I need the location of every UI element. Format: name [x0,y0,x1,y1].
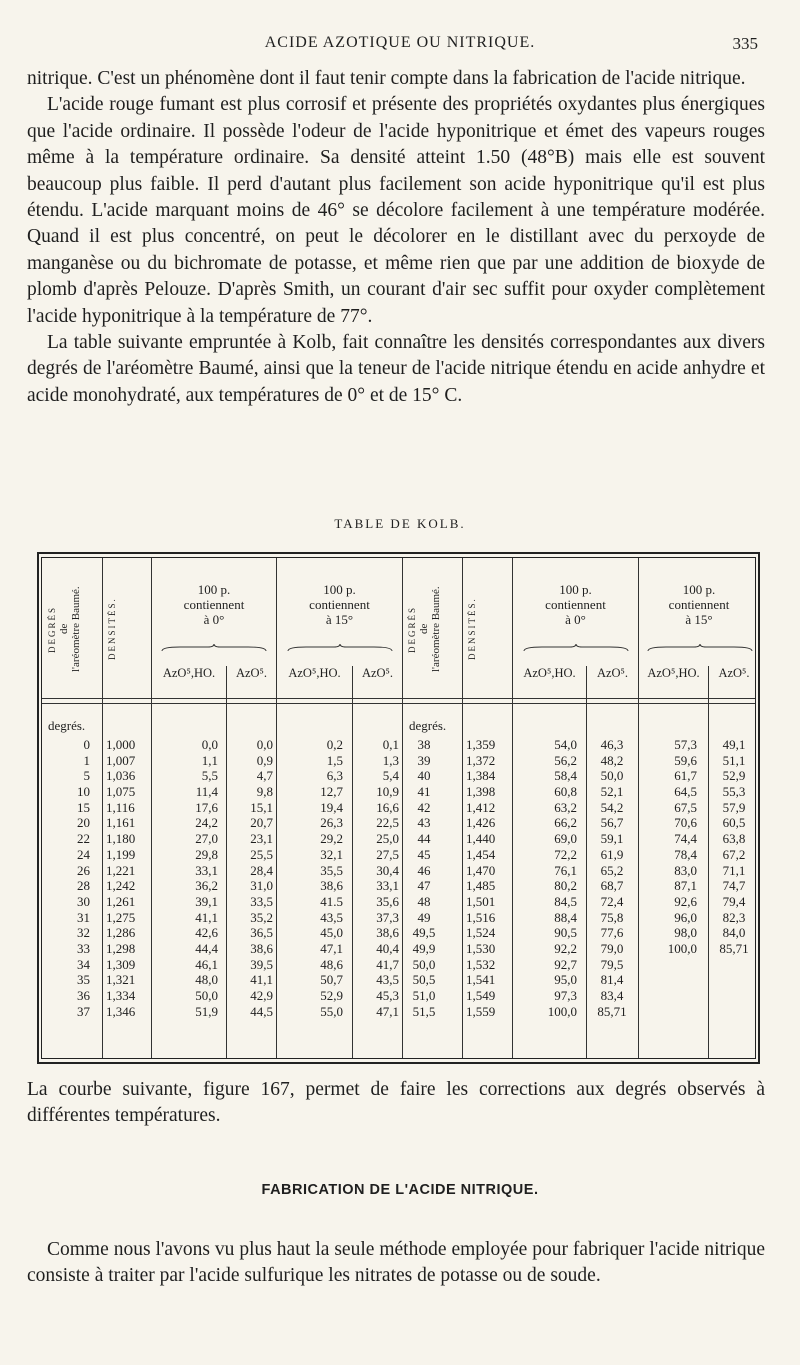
running-header [0,34,800,58]
table-cell: 33,1 [376,878,399,894]
table-cell: 78,4 [674,846,697,862]
table-cell: 1,454 [466,846,496,862]
table-cell: 29,8 [195,846,218,862]
table-cell: 49 [417,909,431,925]
table-cell: 0,0 [256,737,273,752]
table-column-right-dens [466,737,512,1019]
table-cell: 1,007 [106,752,136,768]
table-cell: 39 [417,752,431,768]
table-cell: 58,4 [554,768,577,784]
table-cell: 24 [77,846,90,862]
table-cell: 59,6 [674,752,697,768]
table-cell: 63,8 [722,831,746,847]
table-cell: 75,8 [600,909,624,925]
table-cell: 56,7 [600,815,624,831]
table-cell: 28,4 [250,862,273,878]
paragraph-acide-rouge: L'acide rouge fumant est plus corrosif et présente des propriétés oxydantes plus énergiques que l'acide ordinaire. Il possède l'odeur de l'acide hyponitrique et émet des vapeurs rouges même à la température ordinaire. Sa densité atteint 1.50 (48°B) mais elle est souvent beaucoup plus faible. Il perd d'autant plus facilement son acide hyponitrique qu'il est plus étendu. L'acide marquant moins de 46° se décolore facilement à une température modérée. Quand il est plus concentré, on peut le décolorer en le distillant avec du perxoyde de manganèse ou du bichromate de potasse, et même rien que par une addition de bioxyde de plomb d'après Pelouze. D'après Smith, un courant d'air sec suffit pour oxyder complètement l'acide hyponitrique à la température de 77°. [27,94,765,327]
kolb-table-inner [41,557,756,1059]
table-cell: 55,3 [722,784,746,800]
paragraph-continuation: nitrique. C'est un phénomène dont il faut tenir compte dans la fabrication de l'acide nitrique. [27,68,746,89]
table-cell: 5,5 [201,768,218,784]
table-cell: 59,1 [600,831,624,847]
table-cell: 35 [77,972,90,988]
table-cell: 1,412 [466,799,496,815]
table-cell: 19,4 [320,799,343,815]
table-cell: 0,2 [326,737,343,752]
table-cell: 72,4 [600,893,624,909]
table-cell [639,972,697,988]
table-cell: 1,398 [466,784,496,800]
table-cell: 34 [77,956,90,972]
table-cell: 42,6 [195,925,218,941]
table-cell: 77,6 [600,925,624,941]
subheader-anhydre: AzO⁵. [361,666,394,680]
group-header-left-15: 100 p. contiennent à 15° [309,582,370,627]
table-cell: 46 [417,862,431,878]
table-cell: 42,9 [250,988,273,1003]
table-cell: 36,5 [250,925,273,941]
table-cell: 30 [77,893,90,909]
table-cell: 66,2 [554,815,577,831]
table-cell: 1,321 [106,972,136,988]
table-cell: 41,1 [195,909,218,925]
table-cell: 1,199 [106,846,136,862]
table-cell: 1,261 [106,893,136,909]
table-cell: 11,4 [195,784,218,800]
table-cell: 65,2 [600,862,624,878]
paragraph-courbe: La courbe suivante, figure 167, permet de faire les corrections aux degrés observés à différentes températures. [27,1079,765,1127]
subheader-anhydre: AzO⁵. [235,666,268,680]
table-cell: 35,2 [250,909,273,925]
table-column-left-deg [46,737,90,1019]
table-cell: 46,1 [195,956,218,972]
table-cell: 1,516 [466,909,496,925]
brace-right-0 [522,644,630,652]
table-cell: 52,9 [722,768,746,784]
table-cell: 1,5 [326,752,343,768]
table-column-right-h15 [639,737,697,1019]
table-cell: 52,9 [320,988,343,1003]
degres-unit-label-right: degrés. [409,718,447,733]
table-cell: 20,7 [250,815,273,831]
table-cell: 76,1 [554,862,577,878]
table-cell: 1,298 [106,940,136,956]
table-cell: 41 [417,784,431,800]
table-cell: 1,359 [466,737,496,752]
table-cell: 56,2 [554,752,577,768]
table-cell: 80,2 [554,878,577,894]
subheader-anhydre: AzO⁵. [596,666,629,680]
table-cell: 61,9 [600,846,624,862]
table-cell: 25,0 [376,831,399,847]
table-cell: 6,3 [326,768,343,784]
table-cell: 74,7 [722,878,746,894]
table-cell: 50,0 [412,956,436,972]
table-cell: 41.5 [320,893,343,909]
table-cell: 1,000 [106,737,136,752]
table-cell: 85,71 [597,1003,627,1019]
table-cell: 31,0 [250,878,273,894]
table-cell: 57,3 [674,737,697,752]
table-cell: 60,5 [722,815,746,831]
subheader-hydrate: AzO⁵,HO. [523,666,576,680]
header-densites-right: DENSITÉS. [467,597,477,661]
table-cell [709,972,759,988]
table-cell: 38,6 [320,878,343,894]
table-cell: 41,7 [376,956,399,972]
table-cell: 50,0 [195,988,218,1003]
table-cell: 97,3 [554,988,577,1003]
table-cell: 70,6 [674,815,697,831]
table-cell: 27,0 [195,831,218,847]
table-column-left-a0 [227,737,273,1019]
table-cell: 40 [417,768,431,784]
table-column-right-a15 [709,737,759,1019]
subheader-anhydre: AzO⁵. [718,666,750,680]
header-densites: DENSITÉS. [107,597,117,661]
table-cell: 48,0 [195,972,218,988]
table-cell: 0,0 [201,737,218,752]
table-cell: 79,0 [600,940,624,956]
table-cell: 51,1 [722,752,746,768]
table-cell [639,988,697,1004]
table-cell: 38,6 [250,940,273,956]
subheader-hydrate: AzO⁵,HO. [162,666,216,680]
table-column-right-a0 [587,737,637,1019]
table-cell: 1,501 [466,893,496,909]
brace-left-15 [286,644,394,652]
table-cell [709,988,759,1004]
table-cell: 1,3 [382,752,399,768]
table-cell: 100,0 [547,1003,577,1019]
paragraph-fabrication: Comme nous l'avons vu plus haut la seule méthode employée pour fabriquer l'acide nitrique consiste à traiter par l'acide sulfurique les nitrates de potasse ou de soude. [27,1239,765,1287]
table-cell: 50,0 [600,768,624,784]
table-cell: 39,1 [195,893,218,909]
table-cell: 1,485 [466,878,496,894]
table-cell: 33,1 [195,862,218,878]
table-cell: 1,470 [466,862,496,878]
table-cell: 1,532 [466,956,496,972]
group-header-left-0: 100 p. contiennent à 0° [183,582,245,627]
table-cell: 52,1 [600,784,624,800]
table-cell: 32 [77,925,90,941]
table-cell: 1,426 [466,815,496,831]
table-cell: 47,1 [376,1003,399,1019]
table-cell: 12,7 [320,784,343,800]
table-cell: 92,2 [554,940,577,956]
table-cell: 44,4 [195,940,218,956]
table-cell: 10 [77,784,90,800]
table-cell: 1,116 [106,799,135,815]
table-cell: 71,1 [722,862,746,878]
table-cell: 50,5 [412,972,436,988]
table-cell: 9,8 [256,784,273,800]
table-cell: 0 [83,737,90,752]
table-cell: 82,3 [722,909,746,925]
table-cell: 15 [77,799,90,815]
table-cell: 88,4 [554,909,577,925]
table-cell: 40,4 [376,940,399,956]
group-header-right-0: 100 p. contiennent à 0° [545,582,606,627]
table-cell: 0,9 [256,752,273,768]
table-cell: 23,1 [250,831,273,847]
brace-right-15 [646,644,754,652]
kolb-table [37,552,760,1064]
table-cell: 100,0 [667,940,697,956]
table-cell: 33,5 [250,893,273,909]
table-cell: 25,5 [250,846,273,862]
table-cell: 54,0 [554,737,577,752]
table-cell [639,1004,697,1020]
table-column-left-a15 [353,737,399,1019]
table-cell: 45 [417,846,431,862]
table-cell: 68,7 [600,878,624,894]
table-cell: 27,5 [376,846,399,862]
table-cell: 1,541 [466,972,496,988]
table-cell: 57,9 [722,799,746,815]
table-cell: 95,0 [554,972,577,988]
table-cell: 43,5 [320,909,343,925]
table-cell: 98,0 [674,925,697,941]
table-cell: 24,2 [195,815,218,831]
table-cell: 29,2 [320,831,343,847]
table-column-left-h0 [152,737,218,1019]
table-cell: 45,3 [376,988,399,1003]
table-cell: 47 [417,878,431,894]
table-cell: 83,0 [674,862,697,878]
table-cell: 1,242 [106,878,136,894]
table-cell: 50,7 [320,972,343,988]
table-cell: 30,4 [376,862,399,878]
table-cell: 69,0 [554,831,577,847]
table-cell: 35,5 [320,862,343,878]
table-cell: 64,5 [674,784,697,800]
table-cell: 79,4 [722,893,746,909]
group-header-right-15: 100 p. contiennent à 15° [668,582,730,627]
table-cell: 35,6 [376,893,399,909]
table-cell: 47,1 [320,940,343,956]
table-cell: 45,0 [320,925,343,941]
table-cell: 1,286 [106,925,136,941]
header-degres-baume: DEGRÉS de l'aréomètre Baumé. [47,586,82,672]
table-cell: 48,6 [320,956,343,972]
header-rule [42,698,755,699]
table-cell: 36 [77,988,90,1003]
table-cell: 63,2 [554,799,577,815]
table-cell: 0,1 [382,737,399,752]
table-cell: 51,0 [412,988,436,1003]
table-cell: 51,9 [195,1003,218,1019]
table-cell: 37,3 [376,909,399,925]
table-cell: 48,2 [600,752,624,768]
page-number: 335 [732,34,758,53]
col-divider [462,558,463,1058]
table-cell: 1,161 [106,815,136,831]
section-title: FABRICATION DE L'ACIDE NITRIQUE. [261,1182,539,1198]
table-cell: 41,1 [250,972,273,988]
table-cell: 90,5 [554,925,577,941]
table-cell: 74,4 [674,831,697,847]
table-cell: 1,334 [106,988,136,1003]
table-cell: 43,5 [376,972,399,988]
table-cell: 49,9 [412,940,436,956]
table-cell [639,957,697,973]
table-cell: 61,7 [674,768,697,784]
table-cell: 1,036 [106,768,136,784]
table-cell: 42 [417,799,431,815]
table-cell: 1,372 [466,752,496,768]
table-cell: 1,549 [466,988,496,1003]
table-cell: 10,9 [376,784,399,800]
table-cell: 36,2 [195,878,218,894]
table-cell: 81,4 [600,972,624,988]
table-cell: 85,71 [719,940,749,956]
table-cell: 60,8 [554,784,577,800]
table-cell: 96,0 [674,909,697,925]
table-cell: 1 [83,752,90,768]
table-cell: 5 [83,768,90,784]
table-cell: 44 [417,831,431,847]
table-cell: 48 [417,893,431,909]
col-divider [102,558,103,1058]
header-rule [42,703,755,704]
intro-paragraphs [27,66,765,409]
table-cell: 92,6 [674,893,697,909]
table-cell: 67,5 [674,799,697,815]
table-cell: 22 [77,831,90,847]
table-cell: 84,5 [554,893,577,909]
table-cell: 16,6 [376,799,399,815]
table-cell: 38,6 [376,925,399,941]
table-cell: 1,440 [466,831,496,847]
col-divider-center [402,558,403,1058]
table-cell: 87,1 [674,878,697,894]
table-cell: 31 [77,909,90,925]
table-cell: 17,6 [195,799,218,815]
table-cell: 49,1 [722,737,746,752]
page-header-title: ACIDE AZOTIQUE OU NITRIQUE. [264,34,536,51]
table-cell: 28 [77,878,90,894]
table-cell: 1,309 [106,956,136,972]
table-cell: 4,7 [256,768,273,784]
table-cell: 1,1 [201,752,218,768]
table-cell: 39,5 [250,956,273,972]
table-cell: 1,180 [106,831,136,847]
table-cell [709,1004,759,1020]
table-column-left-h15 [277,737,343,1019]
table-cell: 1,524 [466,925,496,941]
table-cell: 38 [417,737,431,752]
brace-left-0 [160,644,268,652]
table-cell: 54,2 [600,799,624,815]
table-cell: 37 [77,1003,90,1019]
table-caption: TABLE DE KOLB. [334,516,466,531]
table-cell: 83,4 [600,988,624,1003]
table-cell: 67,2 [722,846,746,862]
table-cell: 46,3 [600,737,624,752]
table-cell: 1,346 [106,1003,136,1019]
subheader-hydrate: AzO⁵,HO. [647,666,700,680]
table-cell: 15,1 [250,799,273,815]
paragraph-table-intro: La table suivante empruntée à Kolb, fait connaître les densités correspondantes aux divers degrés de l'aréomètre Baumé, ainsi que la teneur de l'acide nitrique étendu en acide anhydre et acide monohydraté, aux températures de 0° et de 15° C. [27,332,765,406]
table-cell: 33 [77,940,90,956]
kolb-table-grid [42,558,755,1058]
table-cell: 5,4 [382,768,399,784]
subheader-hydrate: AzO⁵,HO. [288,666,341,680]
table-cell [709,957,759,973]
table-cell: 79,5 [600,956,624,972]
table-column-left-dens [106,737,152,1019]
table-cell: 1,559 [466,1003,496,1019]
table-cell: 72,2 [554,846,577,862]
table-cell: 1,384 [466,768,496,784]
table-cell: 55,0 [320,1003,343,1019]
table-cell: 92,7 [554,956,577,972]
table-column-right-deg [404,737,444,1019]
table-cell: 1,075 [106,784,136,800]
table-cell: 43 [417,815,431,831]
table-cell: 32,1 [320,846,343,862]
table-cell: 26 [77,862,90,878]
table-cell: 49,5 [412,925,436,941]
table-column-right-h0 [513,737,577,1019]
table-cell: 44,5 [250,1003,273,1019]
header-degres-baume-right: DEGRÉS de l'aréomètre Baumé. [407,586,442,672]
table-cell: 22,5 [376,815,399,831]
table-cell: 1,275 [106,909,136,925]
degres-unit-label: degrés. [48,718,86,733]
table-cell: 20 [77,815,90,831]
table-cell: 1,221 [106,862,136,878]
table-cell: 26,3 [320,815,343,831]
table-cell: 1,530 [466,940,496,956]
table-cell: 51,5 [412,1003,436,1019]
table-cell: 84,0 [722,925,746,941]
